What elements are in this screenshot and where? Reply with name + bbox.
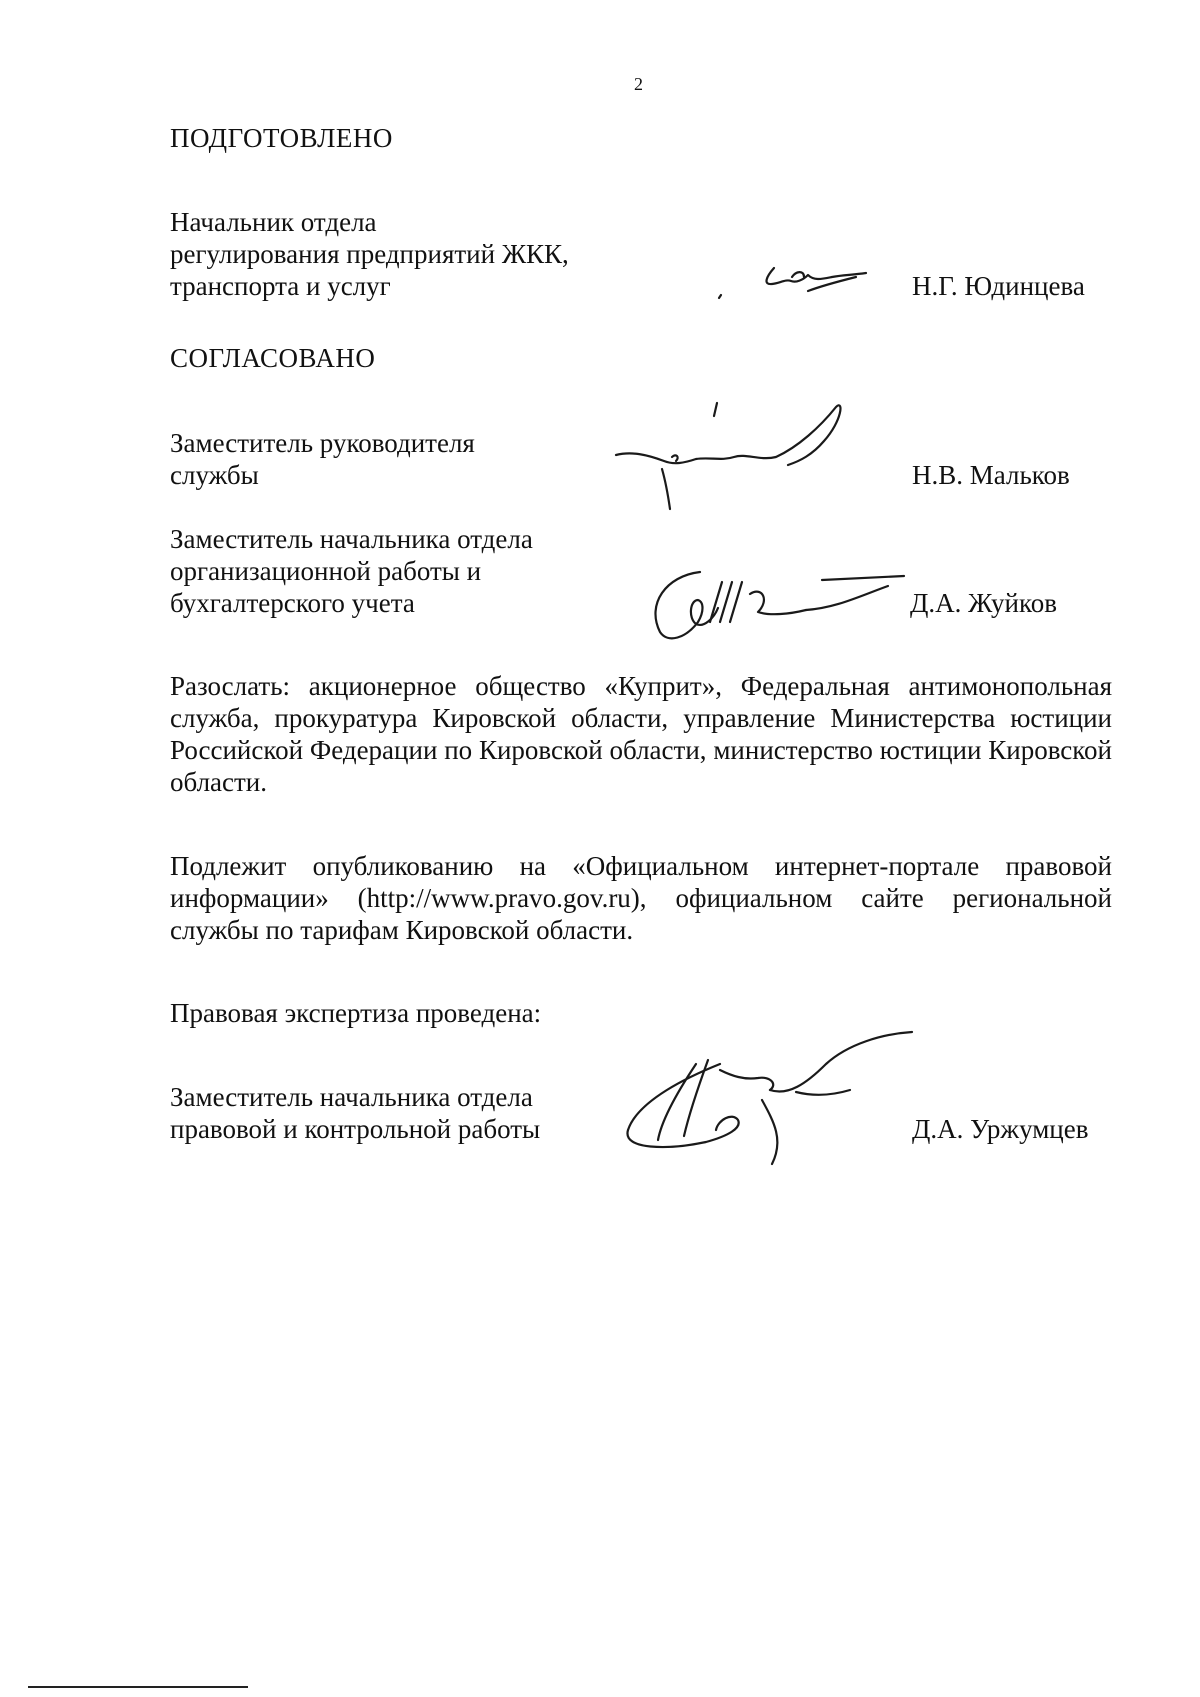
page-number: 2	[634, 74, 643, 94]
legal-review-position-line: правовой и контрольной работы	[170, 1114, 541, 1144]
agreed-heading: СОГЛАСОВАНО	[170, 343, 376, 373]
signatory-2-position-line: бухгалтерского учета	[170, 588, 415, 618]
signatory-1-position-line: Заместитель руководителя	[170, 428, 475, 458]
signature-yudintseva	[700, 255, 880, 305]
prepared-position-line: регулирования предприятий ЖКК,	[170, 239, 569, 269]
signature-malkov	[610, 395, 870, 520]
prepared-position-line: Начальник отдела	[170, 207, 377, 237]
legal-review-position-line: Заместитель начальника отдела	[170, 1082, 533, 1112]
signature-urzhumtsev	[620, 1030, 930, 1170]
prepared-name: Н.Г. Юдинцева	[912, 271, 1085, 301]
signatory-2-name: Д.А. Жуйков	[910, 588, 1057, 618]
signatory-2-position-line: Заместитель начальника отдела	[170, 524, 533, 554]
legal-review-heading: Правовая экспертиза проведена:	[170, 998, 542, 1028]
prepared-position-line: транспорта и услуг	[170, 271, 391, 301]
prepared-heading: ПОДГОТОВЛЕНО	[170, 123, 393, 153]
signature-zhuikov	[640, 560, 920, 652]
legal-review-name: Д.А. Уржумцев	[912, 1114, 1089, 1144]
footer-rule	[28, 1686, 248, 1688]
signatory-1-position-line: службы	[170, 460, 259, 490]
distribution-paragraph: Разослать: акционерное общество «Куприт», Федеральная антимонопольная служба, прокуратура Кировской области, управление Министерства юстиции Российской Федерации по Кировской области, министерство юстиции Кировской области.	[170, 671, 1112, 797]
signatory-1-name: Н.В. Мальков	[912, 460, 1070, 490]
signatory-2-position-line: организационной работы и	[170, 556, 482, 586]
publication-paragraph: Подлежит опубликованию на «Официальном интернет-портале правовой информации» (http://www.pravo.gov.ru), официальном сайте региональной службы по тарифам Кировской области.	[170, 851, 1112, 945]
